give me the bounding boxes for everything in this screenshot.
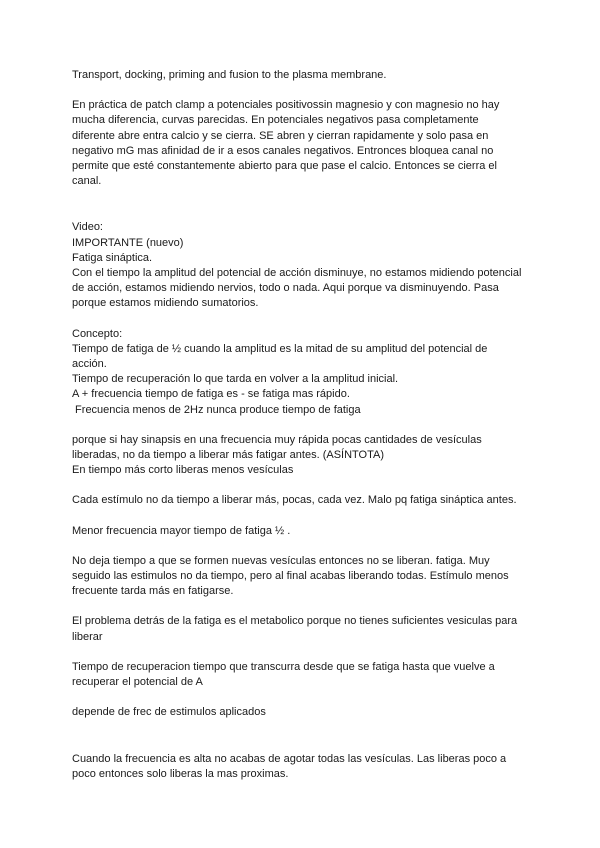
text-line: liberadas, no da tiempo a liberar más fatigar antes. (ASÍNTOTA) <box>72 449 385 462</box>
text-line: El problema detrás de la fatiga es el metabolico porque no tienes suficientes vesiculas para <box>72 615 518 628</box>
text-line: Cuando la frecuencia es alta no acabas de agotar todas las vesículas. Las liberas poco a <box>72 752 507 765</box>
text-line: Con el tiempo la amplitud del potencial de acción disminuye, no estamos midiendo potencial <box>72 267 522 280</box>
text-line: Frecuencia menos de 2Hz nunca produce tiempo de fatiga <box>72 403 361 416</box>
paragraph-transport <box>72 68 528 83</box>
text-line: Tiempo de recuperacion tiempo que transcurra desde que se fatiga hasta que vuelve a <box>72 660 495 673</box>
text-line: de acción, estamos midiendo nervios, todo o nada. Aqui porque va disminuyendo. Pasa <box>72 282 499 295</box>
text-line: acción. <box>72 358 107 371</box>
paragraph-cada-estimulo <box>72 493 528 508</box>
text-line: IMPORTANTE (nuevo) <box>72 236 184 249</box>
text-line: Transport, docking, priming and fusion to the plasma membrane. <box>72 69 387 81</box>
text-line: Menor frecuencia mayor tiempo de fatiga ½ . <box>72 524 291 537</box>
paragraph-video <box>72 220 528 311</box>
paragraph-recuperacion <box>72 660 528 690</box>
text-line: frecuente tarda más en fatigarse. <box>72 585 234 598</box>
text-line: Fatiga sináptica. <box>72 251 153 264</box>
text-line: permite que esté constantemente abierto para que pase el calcio. Entonces se cierra el <box>72 160 497 173</box>
text-line: negativo mG mas afinidad de ir a esos canales negativos. Entronces bloquea canal no <box>72 144 494 157</box>
paragraph-concepto <box>72 327 528 418</box>
text-line: No deja tiempo a que se formen nuevas vesículas entonces no se liberan. fatiga. Muy <box>72 554 490 567</box>
text-line: Concepto: <box>72 327 123 340</box>
paragraph-depende <box>72 705 528 720</box>
text-line: Tiempo de recuperación lo que tarda en volver a la amplitud inicial. <box>72 373 399 386</box>
paragraph-sinapsis <box>72 433 528 479</box>
text-line: diferente abre entra calcio y se cierra. SE abren y cierran rapidamente y solo pasa en <box>72 129 489 142</box>
paragraph-no-deja-tiempo <box>72 554 528 600</box>
text-line: porque estamos midiendo sumatorios. <box>72 297 259 310</box>
paragraph-patch-clamp <box>72 98 528 189</box>
text-line: Cada estímulo no da tiempo a liberar más, pocas, cada vez. Malo pq fatiga sináptica antes. <box>72 494 517 507</box>
text-line: En práctica de patch clamp a potenciales positivossin magnesio y con magnesio no hay <box>72 99 500 112</box>
text-line: En tiempo más corto liberas menos vesículas <box>72 464 294 477</box>
text-line: recuperar el potencial de A <box>72 676 203 689</box>
text-line: A + frecuencia tiempo de fatiga es - se fatiga mas rápido. <box>72 388 350 401</box>
text-line: poco entonces solo liberas la mas proximas. <box>72 767 289 780</box>
text-line: liberar <box>72 630 103 643</box>
paragraph-frecuencia-alta <box>72 752 528 782</box>
text-line: Tiempo de fatiga de ½ cuando la amplitud es la mitad de su amplitud del potencial de <box>72 342 488 355</box>
paragraph-menor-frecuencia <box>72 524 528 539</box>
paragraph-problema <box>72 614 528 644</box>
text-line: canal. <box>72 175 102 188</box>
text-line: Video: <box>72 221 103 234</box>
text-line: depende de frec de estimulos aplicados <box>72 706 266 719</box>
document-page <box>72 68 528 782</box>
text-line: porque si hay sinapsis en una frecuencia muy rápida pocas cantidades de vesículas <box>72 433 482 446</box>
text-line: mucha diferencia, curvas parecidas. En potenciales negativos pasa completamente <box>72 114 479 127</box>
text-line: seguido las estimulos no da tiempo, pero al final acabas liberando todas. Estímulo menos <box>72 570 509 583</box>
